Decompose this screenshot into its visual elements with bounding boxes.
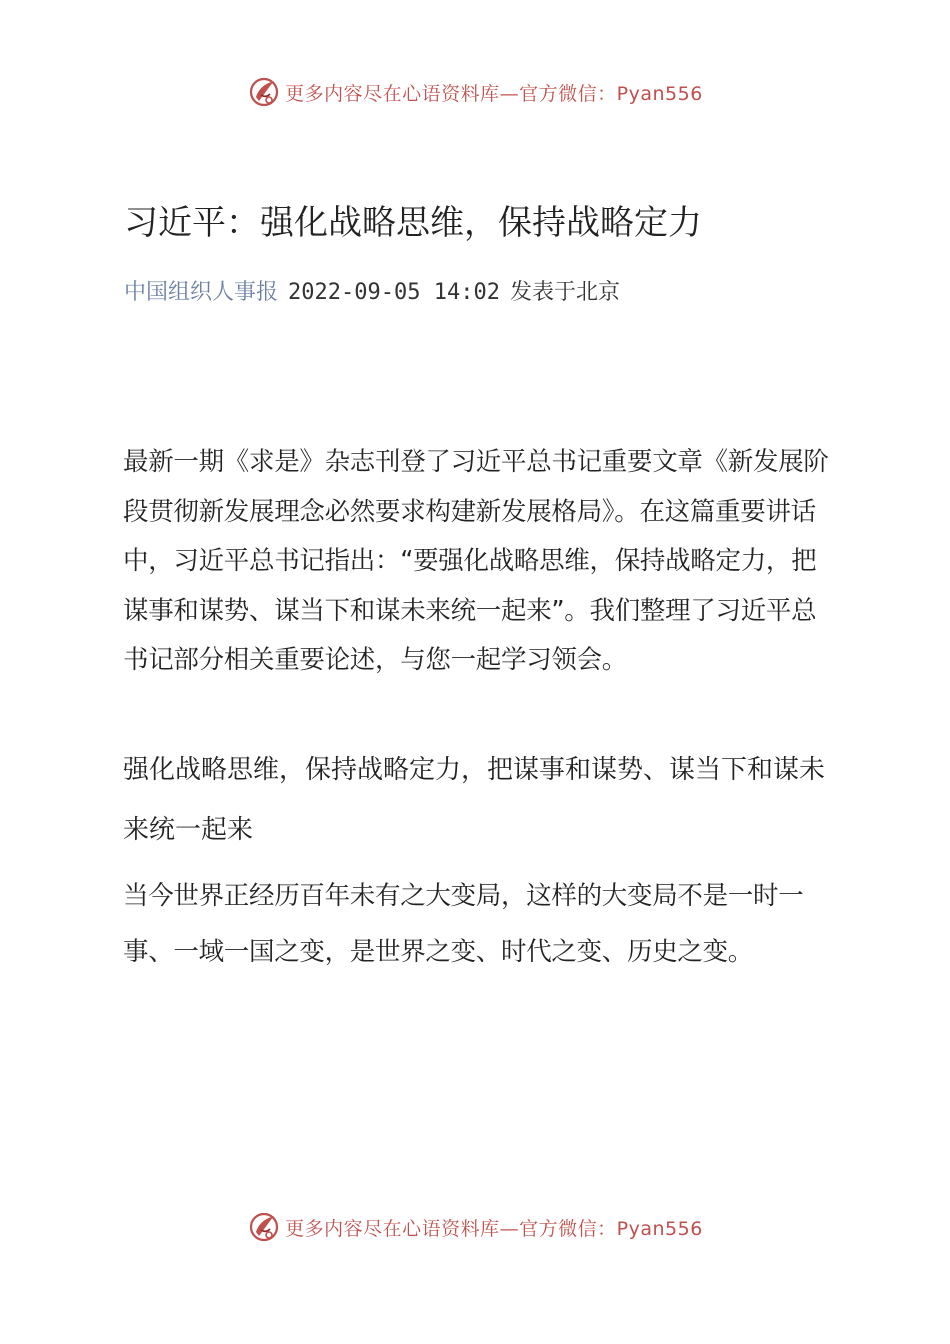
watermark-account: Pyan556 [616, 1217, 703, 1240]
article-paragraph-intro: 最新一期《求是》杂志刊登了习近平总书记重要文章《新发展阶段贯彻新发展理念必然要求构建新发展格局》。在这篇重要讲话中，习近平总书记指出：“要强化战略思维，保持战略定力，把谋事和谋势、谋当下和谋未来统一起来”。我们整理了习近平总书记部分相关重要论述，与您一起学习领会。 [123, 447, 829, 675]
watermark-banner-bottom [0, 1207, 950, 1247]
article-paragraph-body: 当今世界正经历百年未有之大变局，这样的大变局不是一时一事、一域一国之变，是世界之变、时代之变、历史之变。 [123, 881, 804, 967]
article-location: 发表于北京 [509, 280, 620, 305]
article-datetime: 2022-09-05 14:02 [288, 280, 500, 305]
article-title: 习近平：强化战略思维，保持战略定力 [124, 203, 702, 243]
watermark-banner-top [0, 72, 950, 112]
watermark-account: Pyan556 [616, 82, 703, 105]
article-meta [124, 276, 620, 310]
watermark-text: 更多内容尽在心语资料库—官方微信：Pyan556 [285, 1217, 703, 1240]
watermark-seal-icon [247, 1210, 281, 1244]
watermark-text: 更多内容尽在心语资料库—官方微信：Pyan556 [285, 82, 703, 105]
article-subheading: 强化战略思维，保持战略定力，把谋事和谋势、谋当下和谋未来统一起来 [123, 755, 826, 845]
article-source[interactable]: 中国组织人事报 [124, 280, 279, 305]
watermark-seal-icon [247, 75, 281, 109]
